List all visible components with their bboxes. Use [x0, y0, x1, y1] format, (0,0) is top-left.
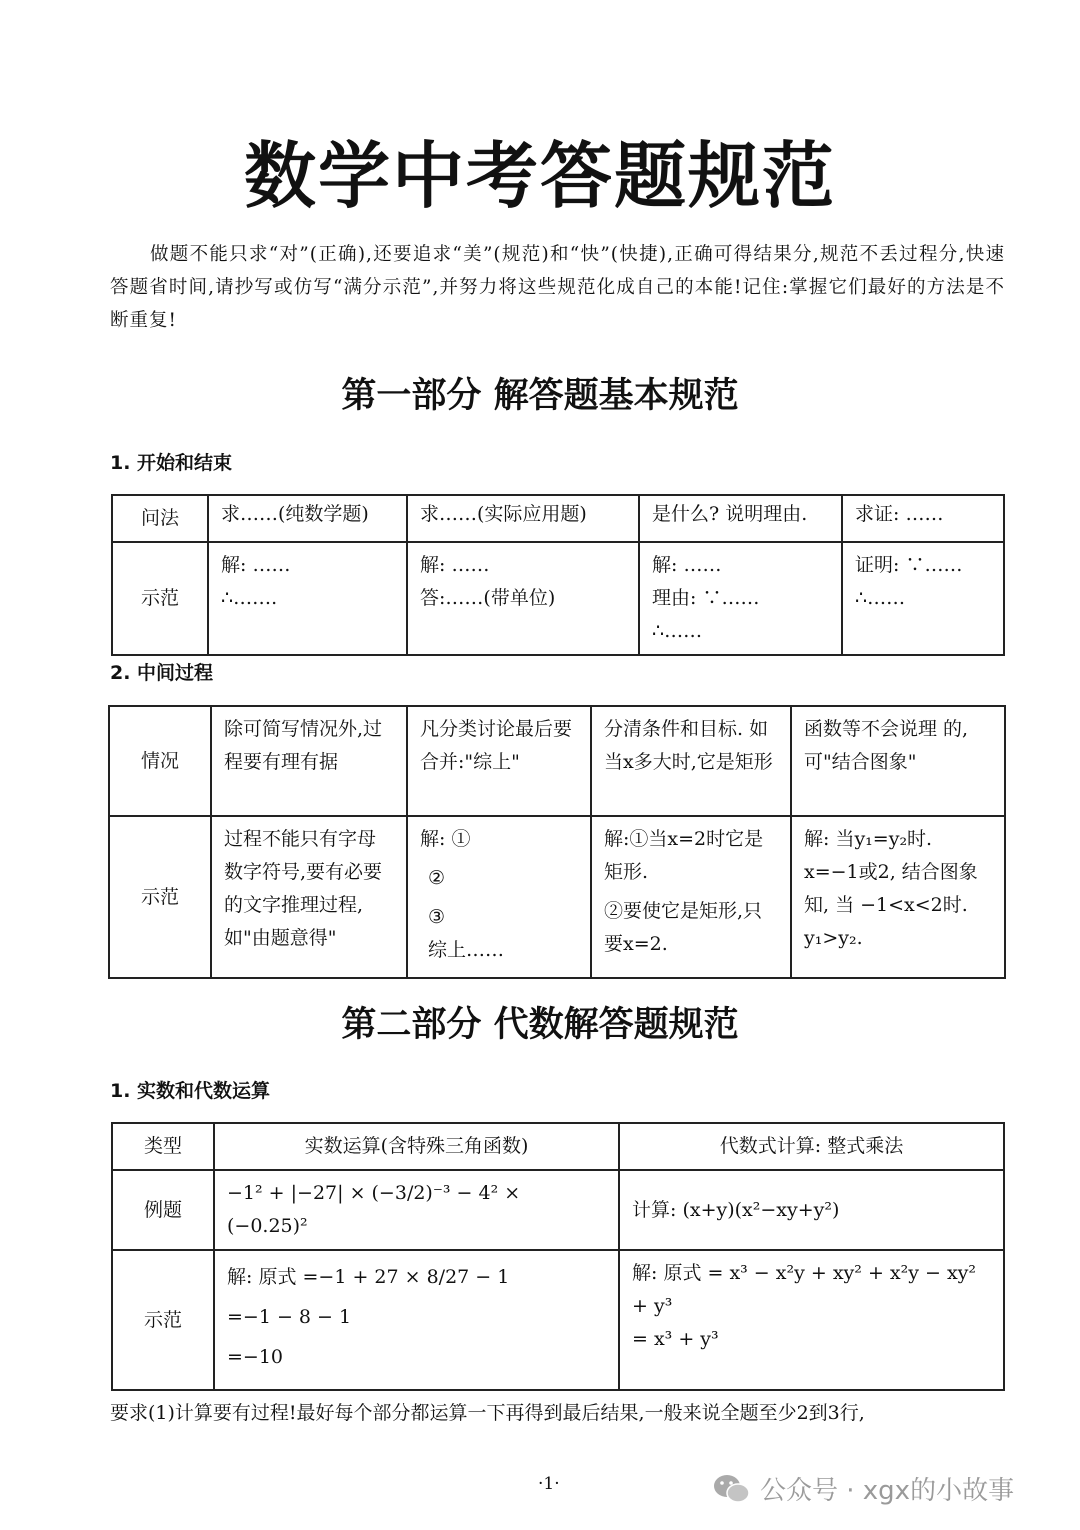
- watermark: [712, 1470, 1014, 1507]
- line: 解:①当x=2时它是矩形.: [604, 828, 764, 883]
- process-table: [108, 705, 1006, 979]
- line: ②要使它是矩形,只要x=2.: [604, 900, 763, 955]
- row-label: 问法: [112, 495, 208, 542]
- cell: 求……(实际应用题): [407, 495, 639, 542]
- cell: [842, 542, 1004, 655]
- line: 解: 原式 =−1 + 27 × 8/27 − 1: [227, 1266, 510, 1288]
- cell: [619, 1250, 1004, 1390]
- intro-paragraph: 做题不能只求“对”(正确),还要追求“美”(规范)和“快”(快捷),正确可得结果分,规范不丢过程分,快速答题省时间,请抄写或仿写“满分示范”,并努力将这些规范化成自己的本能!记住:掌握它们最好的方法是不断重复!: [110, 244, 1005, 331]
- cell: 计算: (x+y)(x²−xy+y²): [619, 1170, 1004, 1250]
- line: 解: ……: [652, 554, 722, 576]
- cell: 是什么? 说明理由.: [639, 495, 842, 542]
- part1-heading: 第一部分 解答题基本规范: [341, 376, 739, 416]
- line: ②: [428, 867, 446, 889]
- header-cell: 类型: [112, 1123, 214, 1170]
- cell: 求……(纯数学题): [208, 495, 407, 542]
- start-end-table: [111, 494, 1005, 656]
- line: 综上……: [428, 939, 505, 961]
- cell: 凡分类讨论最后要合并:"综上": [407, 706, 591, 816]
- cell: 分清条件和目标. 如当x多大时,它是矩形: [591, 706, 791, 816]
- part2-heading: 第二部分 代数解答题规范: [341, 1005, 739, 1045]
- cell: 过程不能只有字母数字符号,要有必要的文字推理过程,如"由题意得": [211, 816, 407, 978]
- section-start-end-heading: 1. 开始和结束: [110, 452, 233, 474]
- line: 解: ……: [420, 554, 490, 576]
- line: 理由: ∵……: [652, 587, 760, 609]
- line: = x³ + y³: [632, 1328, 719, 1350]
- section-process-heading: 2. 中间过程: [110, 662, 214, 684]
- row-label: 示范: [109, 816, 211, 978]
- line: 解: ……: [221, 554, 291, 576]
- cell: [208, 542, 407, 655]
- cell: 求证: ……: [842, 495, 1004, 542]
- header-cell: 实数运算(含特殊三角函数): [214, 1123, 619, 1170]
- line: =−10: [227, 1346, 284, 1368]
- line: ③: [428, 906, 446, 928]
- algebra-table: [111, 1122, 1005, 1391]
- cell: −1² + |−27| × (−3/2)⁻³ − 4² × (−0.25)²: [214, 1170, 619, 1250]
- cell: 函数等不会说理 的,可"结合图象": [791, 706, 1005, 816]
- requirement-text: 要求(1)计算要有过程!最好每个部分都运算一下再得到最后结果,一般来说全题至少2到3行,: [110, 1402, 865, 1424]
- line: 证明: ∵……: [855, 554, 963, 576]
- line: 解: ①: [420, 828, 471, 850]
- cell: 解: 当y₁=y₂时. x=−1或2, 结合图象知, 当 −1<x<2时. y₁>y₂.: [791, 816, 1005, 978]
- line: ∴……: [855, 587, 906, 609]
- page-number: ·1·: [538, 1474, 560, 1494]
- line: 解: 原式 = x³ − x²y + xy² + x²y − xy² + y³: [632, 1262, 977, 1317]
- cell: [407, 542, 639, 655]
- cell: [407, 816, 591, 978]
- watermark-text: 公众号 · xgx的小故事: [760, 1476, 1015, 1506]
- cell: [639, 542, 842, 655]
- row-label: 示范: [112, 1250, 214, 1390]
- wechat-icon: [712, 1472, 752, 1506]
- line: =−1 − 8 − 1: [227, 1306, 352, 1328]
- cell: [591, 816, 791, 978]
- row-label: 情况: [109, 706, 211, 816]
- document-title: 数学中考答题规范: [243, 134, 836, 218]
- cell: 除可简写情况外,过程要有理有据: [211, 706, 407, 816]
- row-label: 例题: [112, 1170, 214, 1250]
- cell: [214, 1250, 619, 1390]
- row-label: 示范: [112, 542, 208, 655]
- line: ∴……: [652, 620, 703, 642]
- line: ∴…….: [221, 587, 278, 609]
- section-algebra-heading: 1. 实数和代数运算: [110, 1080, 271, 1102]
- line: 答:……(带单位): [420, 587, 556, 609]
- header-cell: 代数式计算: 整式乘法: [619, 1123, 1004, 1170]
